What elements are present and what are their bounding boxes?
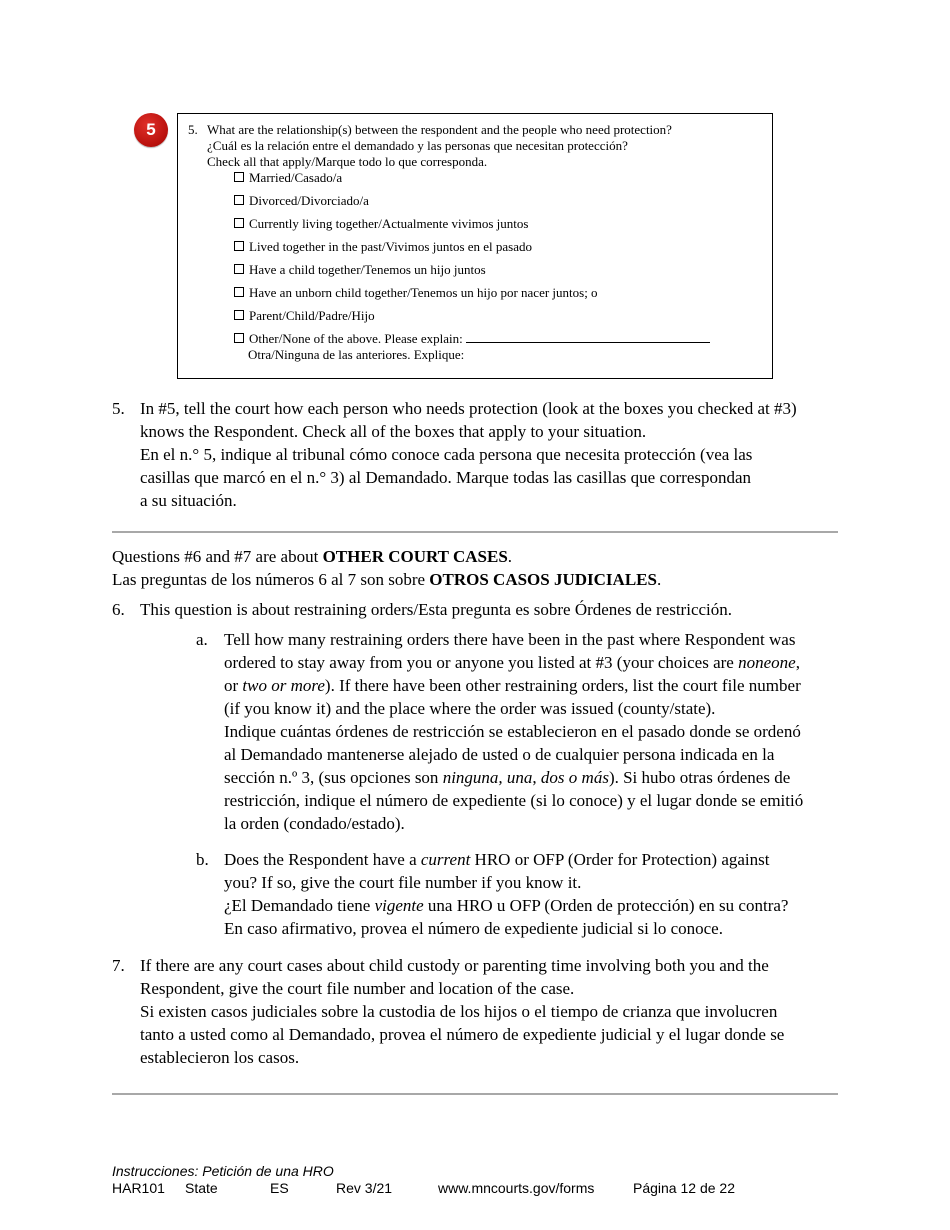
bold-text: OTHER COURT CASES xyxy=(322,547,508,566)
item5-text xyxy=(140,397,840,512)
explain-line xyxy=(466,331,710,343)
text: Questions #6 and #7 are about xyxy=(112,547,323,566)
checkbox[interactable] xyxy=(234,264,244,274)
footer-url[interactable]: www.mncourts.gov/forms xyxy=(438,1180,595,1196)
footer-form-id: HAR101 xyxy=(112,1180,165,1196)
option-divorced xyxy=(234,193,369,209)
item7-line: establecieron los casos. xyxy=(140,1048,300,1067)
option-parent-child xyxy=(234,308,375,324)
option-label: Married/Casado/a xyxy=(249,170,343,185)
item6-number: 6. xyxy=(112,600,125,619)
checkbox[interactable] xyxy=(234,218,244,228)
item6b-line xyxy=(224,894,844,917)
item5-line: a su situación. xyxy=(140,491,237,510)
section-intro xyxy=(112,545,838,591)
text: or xyxy=(224,676,243,695)
italic-text: dos o más xyxy=(540,768,609,787)
italic-text: vigente xyxy=(374,896,424,915)
item6a-line xyxy=(224,766,844,789)
section-intro-es xyxy=(112,568,838,591)
option-label: Lived together in the past/Vivimos juntos en el pasado xyxy=(249,239,532,254)
divider xyxy=(112,1093,838,1095)
option-unborn-child xyxy=(234,285,598,301)
item6-text: This question is about restraining orders/Esta pregunta es sobre Órdenes de restricción. xyxy=(140,600,733,619)
text: Does the Respondent have a xyxy=(224,850,421,869)
item7-line: If there are any court cases about child custody or parenting time involving both you and the xyxy=(140,956,769,975)
item6a-line: la orden (condado/estado). xyxy=(224,814,405,833)
item7-line: Respondent, give the court file number and location of the case. xyxy=(140,979,575,998)
text: HRO or OFP (Order for Protection) against xyxy=(470,850,770,869)
text: Las preguntas de los números 6 al 7 son sobre xyxy=(112,570,430,589)
question-badge: 5 xyxy=(134,113,168,147)
text: . xyxy=(507,547,513,566)
item6b-line: En caso afirmativo, provea el número de expediente judicial si lo conoce. xyxy=(224,919,723,938)
item5-line: casillas que marcó en el n.° 3) al Demandado. Marque todas las casillas que correspondan xyxy=(140,468,752,487)
text: ¿El Demandado tiene xyxy=(224,896,375,915)
item6b-text xyxy=(224,848,844,940)
option-lived-together xyxy=(234,239,532,255)
checkbox[interactable] xyxy=(234,333,244,343)
text: ). Si hubo otras órdenes de xyxy=(608,768,791,787)
form-question-en: What are the relationship(s) between the respondent and the people who need protection? xyxy=(207,122,672,137)
item5-line: knows the Respondent. Check all of the boxes that apply to your situation. xyxy=(140,422,647,441)
option-label: Currently living together/Actualmente vivimos juntos xyxy=(249,216,529,231)
item6a-line xyxy=(224,651,844,674)
footer-row xyxy=(0,1180,950,1198)
italic-text: two or more xyxy=(242,676,325,695)
footer-title-text: Instrucciones: Petición de una HRO xyxy=(112,1163,334,1179)
text: . xyxy=(656,570,662,589)
italic-text: noneone xyxy=(738,653,796,672)
item6b-label: b. xyxy=(196,850,209,869)
item7-line: Si existen casos judiciales sobre la custodia de los hijos o el tiempo de crianza que involucren xyxy=(140,1002,778,1021)
divider xyxy=(112,531,838,533)
item6a-line xyxy=(224,674,844,697)
item6a-label: a. xyxy=(196,630,208,649)
form-question-text xyxy=(207,122,767,170)
checkbox[interactable] xyxy=(234,172,244,182)
form-question-es: ¿Cuál es la relación entre el demandado y las personas que necesitan protección? xyxy=(207,138,628,153)
form-question-number: 5. xyxy=(188,122,198,137)
option-label: Have a child together/Tenemos un hijo juntos xyxy=(249,262,486,277)
footer-page: Página 12 de 22 xyxy=(633,1180,735,1196)
item7-line: tanto a usted como al Demandado, provea el número de expediente judicial y el lugar donde se xyxy=(140,1025,785,1044)
section-intro-en xyxy=(112,545,838,568)
item6a-line: restricción, indique el número de expediente (si lo conoce) y el lugar donde se emitió xyxy=(224,791,804,810)
item6a-line: al Demandado mantenerse alejado de usted o de cualquier persona indicada en la xyxy=(224,745,775,764)
item6a-line: Indique cuántas órdenes de restricción se establecieron en el pasado donde se ordenó xyxy=(224,722,801,741)
item6b-line xyxy=(224,848,844,871)
footer-lang: ES xyxy=(270,1180,289,1196)
item6a-line: (if you know it) and the place where the order was issued (county/state). xyxy=(224,699,716,718)
text: , xyxy=(532,768,541,787)
footer-title xyxy=(112,1163,334,1180)
text: ). If there have been other restraining orders, list the court file number xyxy=(324,676,801,695)
item5-line: In #5, tell the court how each person who needs protection (look at the boxes you checked at #3) xyxy=(140,399,797,418)
text: sección n.º 3, (sus opciones son xyxy=(224,768,443,787)
item6a-line: Tell how many restraining orders there have been in the past where Respondent was xyxy=(224,630,796,649)
option-married xyxy=(234,170,342,186)
bold-text: OTROS CASOS JUDICIALES xyxy=(429,570,657,589)
option-other-es: Otra/Ninguna de las anteriores. Explique: xyxy=(248,347,465,362)
option-label: Other/None of the above. Please explain: xyxy=(249,331,463,346)
text: ordered to stay away from you or anyone you listed at #3 (your choices are xyxy=(224,653,739,672)
text: , xyxy=(795,653,800,672)
option-other xyxy=(234,331,710,347)
option-label: Divorced/Divorciado/a xyxy=(249,193,369,208)
item6a-text xyxy=(224,628,844,835)
option-label: Have an unborn child together/Tenemos un hijo por nacer juntos; o xyxy=(249,285,598,300)
item5-line: En el n.° 5, indique al tribunal cómo conoce cada persona que necesita protección (vea las xyxy=(140,445,753,464)
checkbox[interactable] xyxy=(234,241,244,251)
form-question-box xyxy=(177,113,773,379)
footer-rev: Rev 3/21 xyxy=(336,1180,393,1196)
italic-text: current xyxy=(420,850,471,869)
item7-text xyxy=(140,954,840,1069)
option-living-together xyxy=(234,216,528,232)
text: una HRO u OFP (Orden de protección) en su contra? xyxy=(423,896,789,915)
option-label: Parent/Child/Padre/Hijo xyxy=(249,308,375,323)
footer-state: State xyxy=(185,1180,218,1196)
form-instruction: Check all that apply/Marque todo lo que corresponda. xyxy=(207,154,488,169)
italic-text: ninguna, una xyxy=(442,768,533,787)
checkbox[interactable] xyxy=(234,287,244,297)
item5-number: 5. xyxy=(112,399,125,418)
checkbox[interactable] xyxy=(234,195,244,205)
checkbox[interactable] xyxy=(234,310,244,320)
item7-number: 7. xyxy=(112,956,125,975)
item6b-line: you? If so, give the court file number if you know it. xyxy=(224,873,582,892)
option-child-together xyxy=(234,262,486,278)
